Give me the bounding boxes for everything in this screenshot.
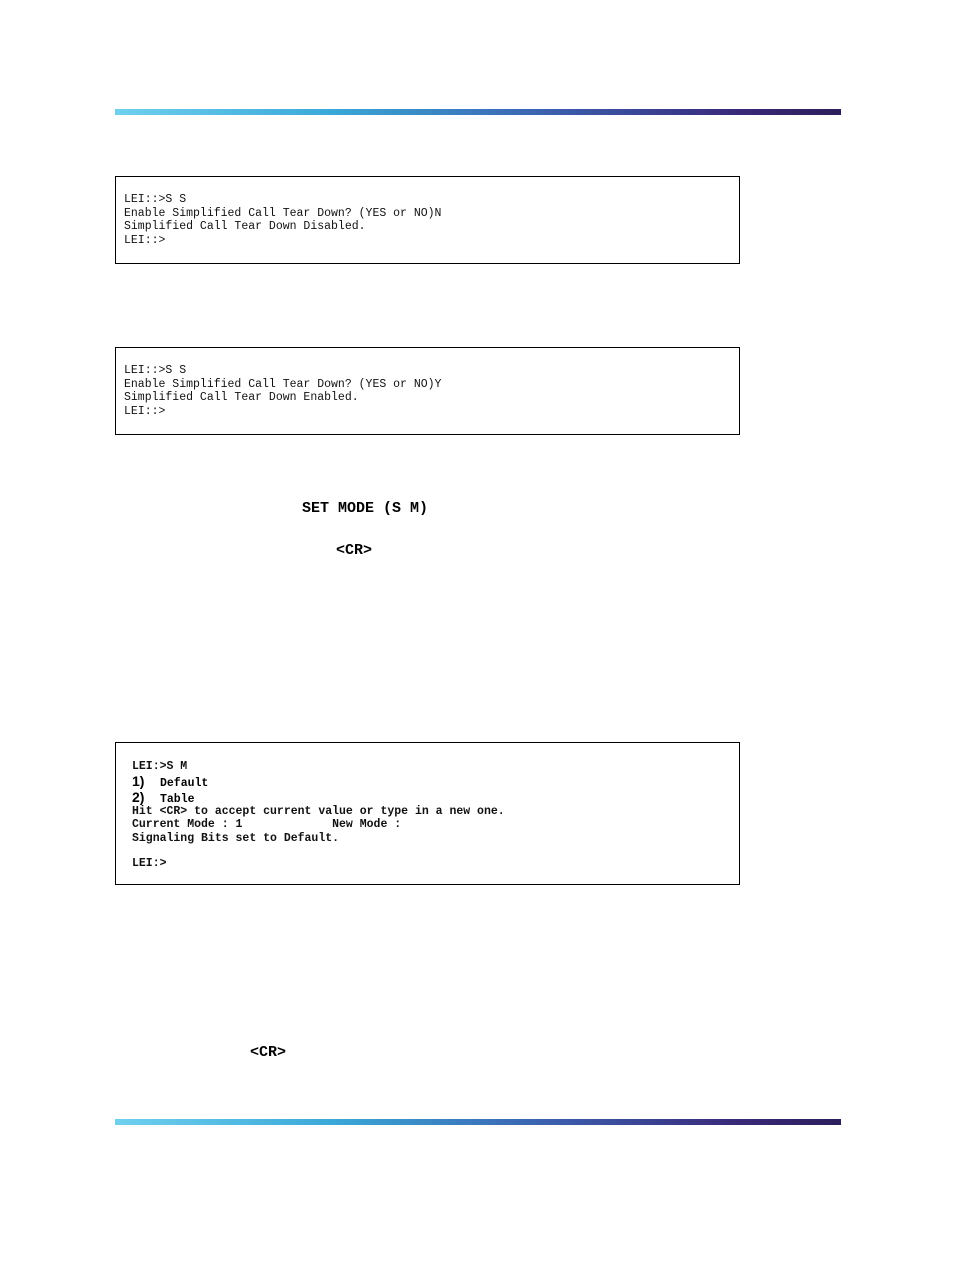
blank-line <box>132 845 739 857</box>
carriage-return-key: <CR> <box>250 1044 287 1061</box>
terminal-result-line: Signaling Bits set to Default. <box>132 831 340 845</box>
option-number: 2) <box>132 789 145 806</box>
terminal-screen-set-mode <box>115 742 740 885</box>
carriage-return-key: <CR> <box>336 542 373 559</box>
terminal-line: LEI::> <box>124 233 166 247</box>
header-rule <box>115 109 841 115</box>
option-label: Table <box>160 793 195 807</box>
mode-option <box>132 789 739 805</box>
terminal-screen-disable <box>115 176 740 264</box>
terminal-line: Simplified Call Tear Down Enabled. <box>124 391 359 405</box>
terminal-line: Enable Simplified Call Tear Down? (YES or NO)Y <box>124 377 442 391</box>
terminal-mode-line: Current Mode : 1 New Mode : <box>132 818 402 832</box>
terminal-line: Enable Simplified Call Tear Down? (YES or NO)N <box>124 206 442 220</box>
set-mode-command: SET MODE (S M) <box>302 500 429 517</box>
terminal-end-prompt: LEI:> <box>132 856 167 870</box>
footer-rule <box>115 1119 841 1125</box>
mode-option <box>132 773 739 789</box>
terminal-line: LEI::>S S <box>124 364 187 377</box>
option-label: Default <box>160 777 209 791</box>
terminal-screen-enable <box>115 347 740 435</box>
terminal-hint-line: Hit <CR> to accept current value or type in a new one. <box>132 805 505 819</box>
terminal-line: Simplified Call Tear Down Disabled. <box>124 220 366 234</box>
terminal-prompt-line: LEI:>S M <box>132 760 188 773</box>
terminal-line: LEI::> <box>124 404 166 418</box>
terminal-line: LEI::>S S <box>124 193 187 206</box>
option-number: 1) <box>132 773 145 790</box>
